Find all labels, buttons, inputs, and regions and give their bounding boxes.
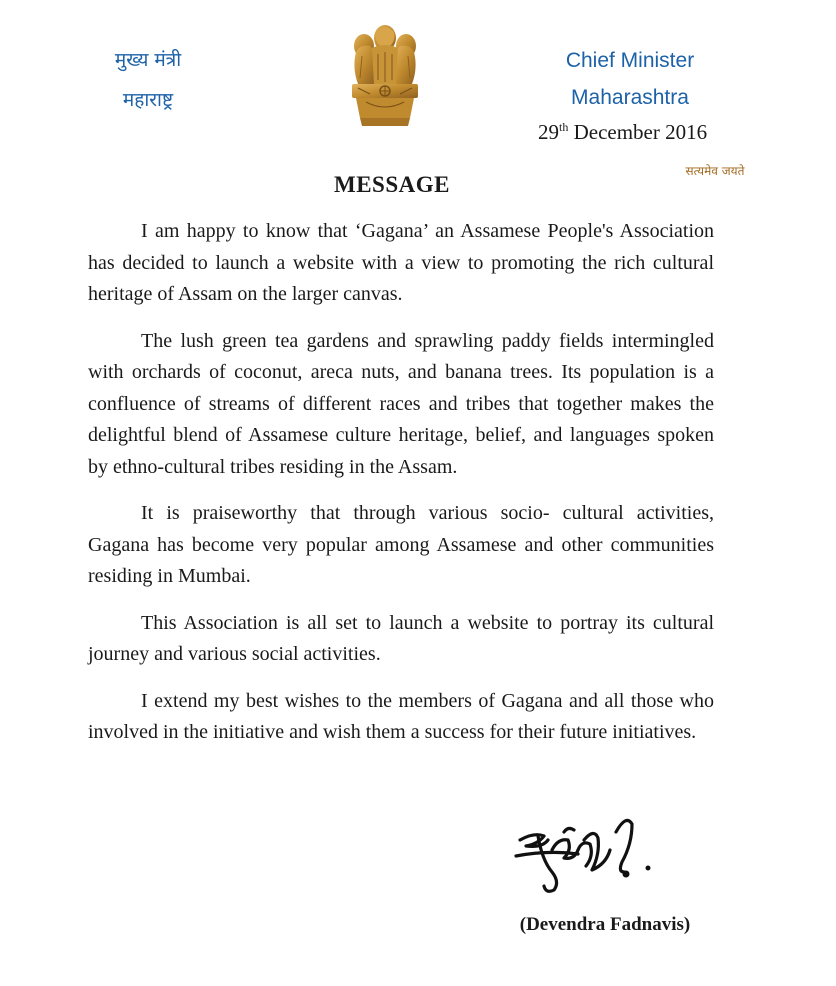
hindi-letterhead [88,40,208,120]
paragraph-activities: It is praiseworthy that through various socio- cultural activities, Gagana has become very popular among Assamese and other communities residing in Mumbai. [88,502,714,587]
message-heading: MESSAGE [334,172,450,197]
date-day: 29 [538,120,559,144]
message-body [88,216,714,764]
ashoka-emblem-icon [330,22,440,140]
handwritten-signature [508,810,678,900]
english-state: Maharashtra [571,86,689,109]
hindi-state: महाराष्ट्र [122,89,174,111]
signatory-name: (Devendra Fadnavis) [519,914,691,935]
emblem-motto: सत्यमेव जयते [685,164,745,178]
hindi-designation: मुख्य मंत्री [114,49,182,71]
date-suffix: th [559,120,569,134]
signature-icon [508,810,678,900]
english-letterhead [540,42,720,116]
paragraph-website: This Association is all set to launch a website to portray its cultural journey and various social activities. [88,611,714,665]
paragraph-intro: I am happy to know that ‘Gagana’ an Assamese People's Association has decided to launch a website with a view to promoting the rich cultural heritage of Assam on the larger canvas. [88,220,714,305]
letter-date [538,120,738,145]
english-designation: Chief Minister [565,49,695,72]
paragraph-wishes: I extend my best wishes to the members of Gagana and all those who involved in the initiative and wish them a success for their future initiatives. [88,689,714,743]
paragraph-landscape: The lush green tea gardens and sprawling paddy fields intermingled with orchards of coconut, areca nuts, and banana trees. Its population is a confluence of streams of different races and tribes that together makes the delightful blend of Assamese culture heritage, belief, and languages spoken by ethno-cultural tribes residing in the Assam. [88,329,714,478]
date-month-year: December 2016 [568,120,708,144]
